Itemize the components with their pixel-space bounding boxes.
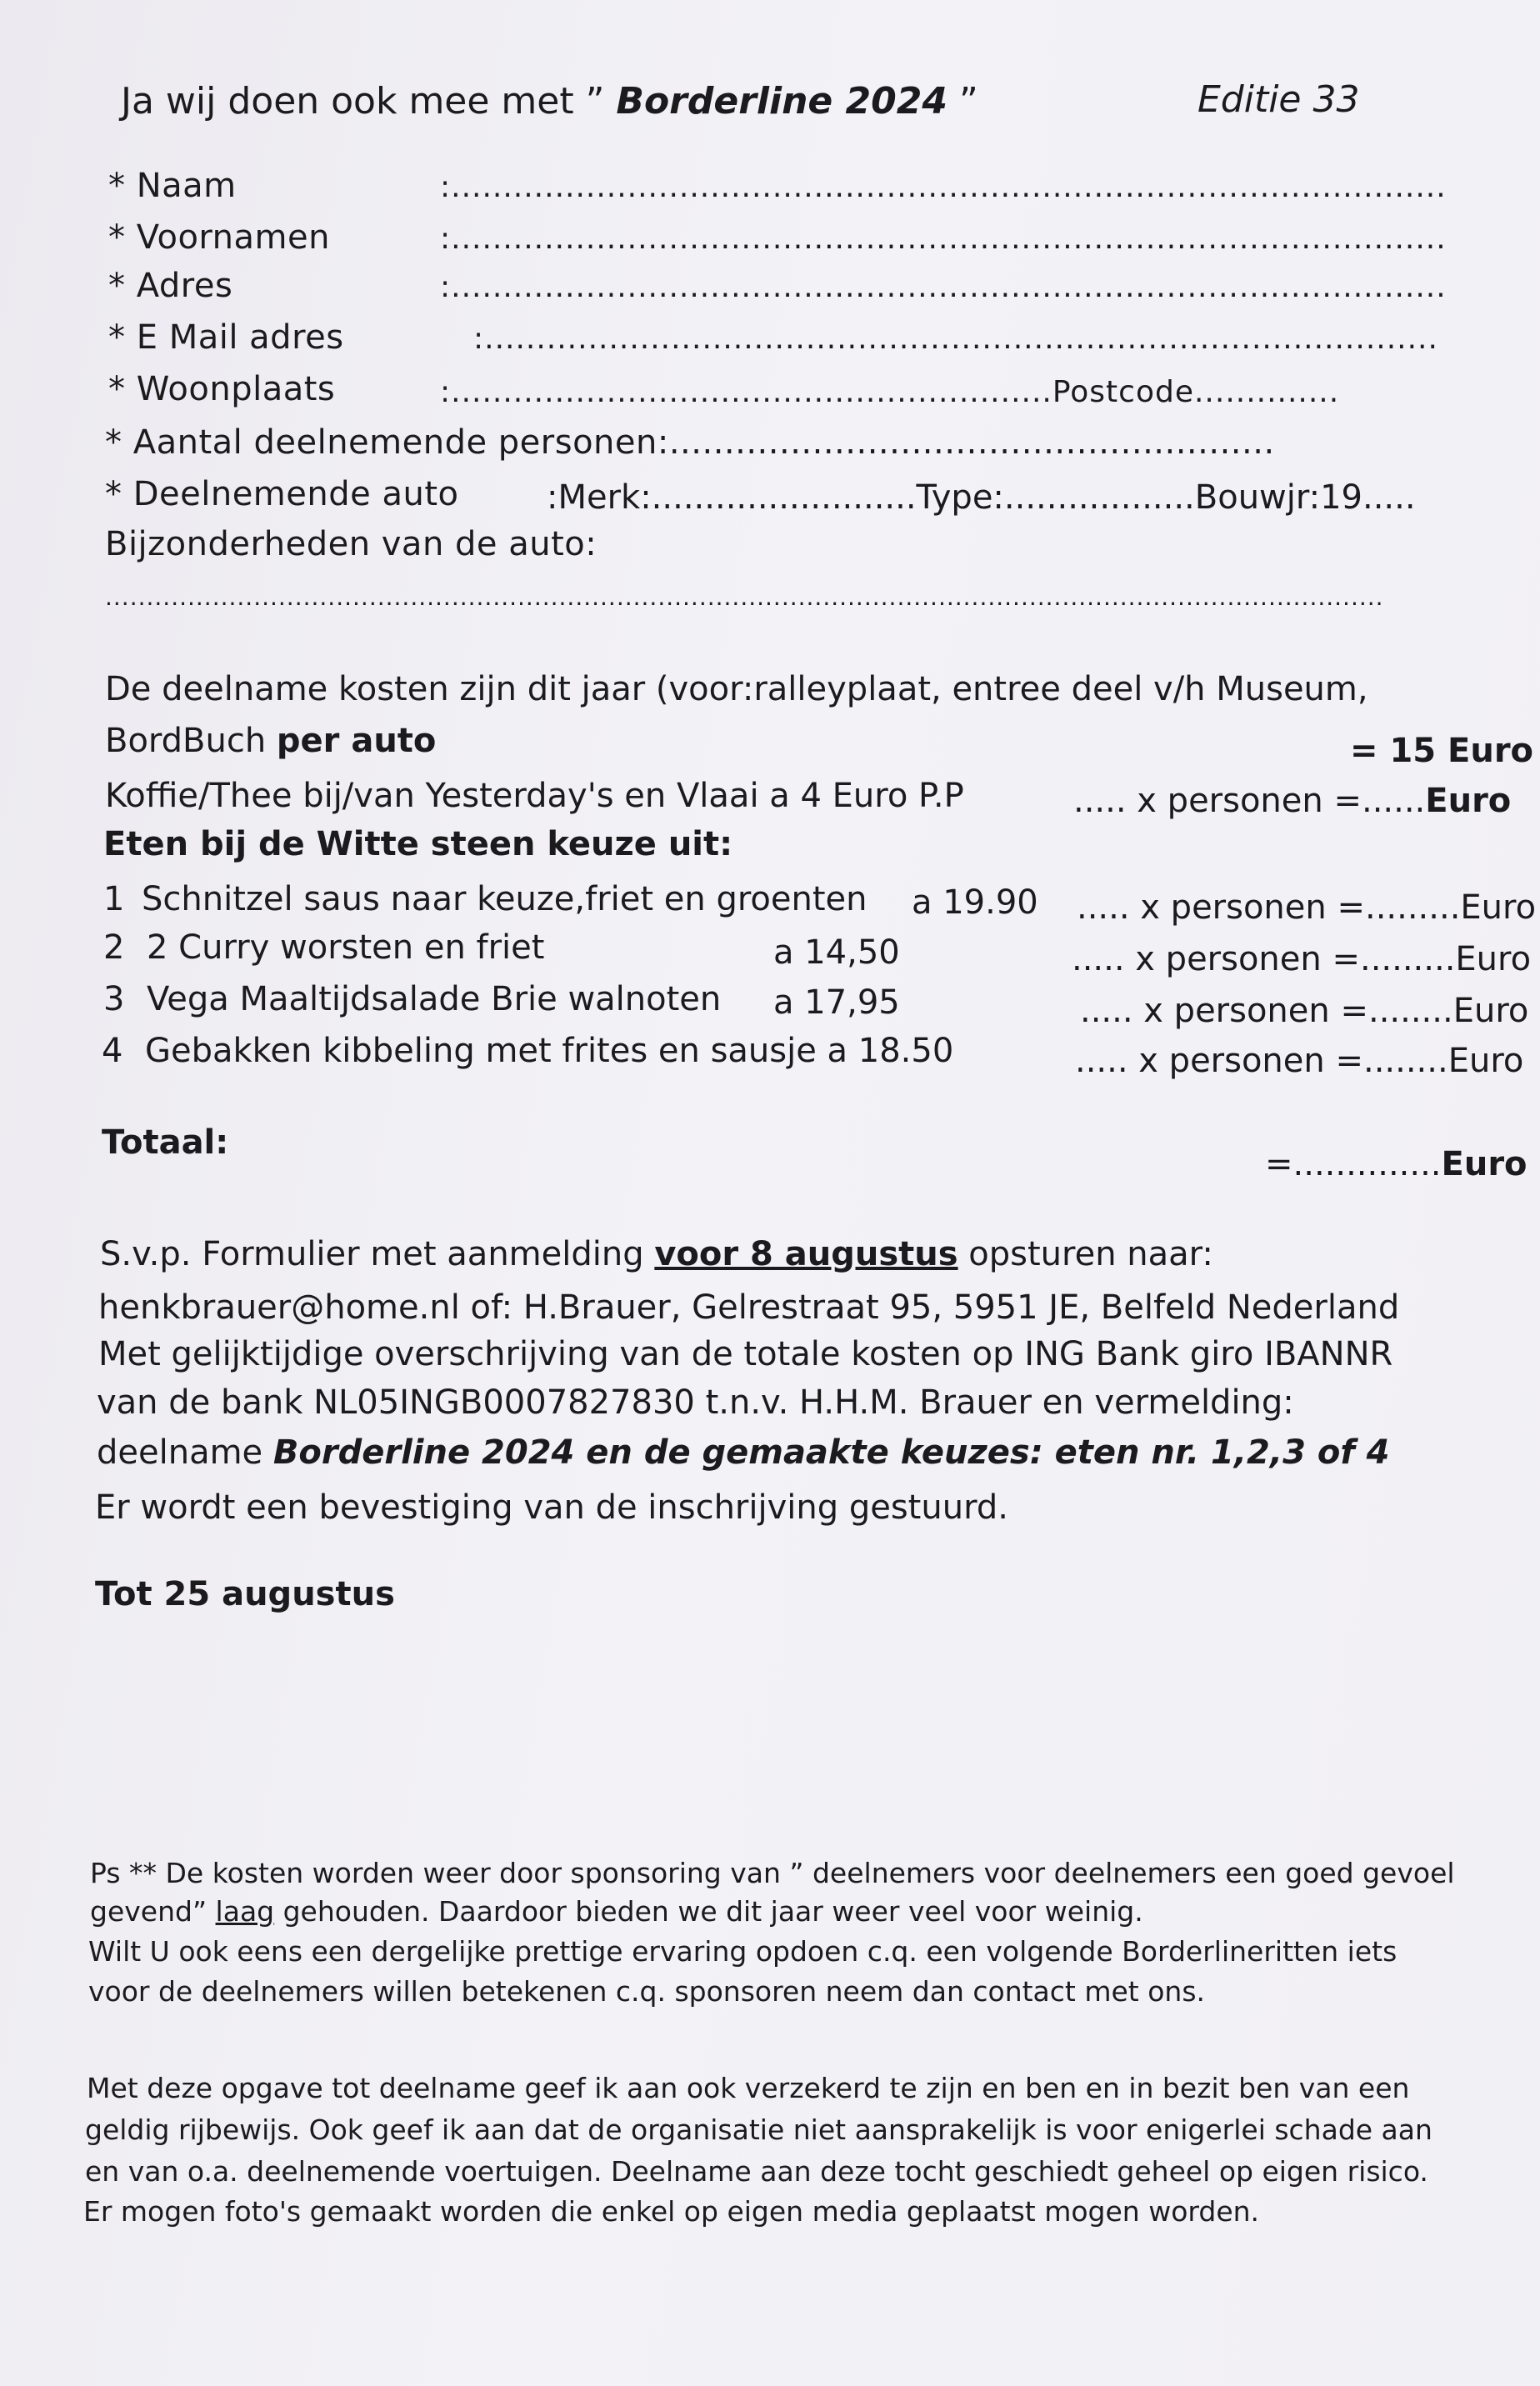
coffee-line: Koffie/Thee bij/van Yesterday's en Vlaai a 4 Euro P.P: [105, 777, 964, 815]
contact-address: henkbrauer@home.nl of: H.Brauer, Gelrestraat 95, 5951 JE, Belfeld Nederland: [98, 1288, 1400, 1327]
disclaimer-line-4: Er mogen foto's gemaakt worden die enkel op eigen media geplaatst mogen worden.: [83, 2195, 1260, 2228]
confirmation-note: Er wordt een bevestiging van de inschrijving gestuurd.: [95, 1488, 1008, 1527]
reference-text: Borderline 2024 en de gemaakte keuzes: eten nr. 1,2,3 of 4: [272, 1433, 1390, 1472]
deadline: voor 8 augustus: [654, 1235, 958, 1273]
total-label: Totaal:: [102, 1123, 229, 1162]
car-particulars-label: Bijzonderheden van de auto:: [105, 525, 598, 563]
total-field[interactable]: =..............: [1265, 1145, 1442, 1183]
event-name: Borderline 2024: [616, 80, 948, 123]
ps-line-1: Ps ** De kosten worden weer door sponsoring van ” deelnemers voor deelnemers een goed gevoel: [90, 1857, 1455, 1889]
costs-per-car: per auto: [276, 722, 437, 760]
closing-date: Tot 25 augustus: [95, 1575, 395, 1613]
ps-line-2: [90, 1895, 1143, 1928]
form-title: [121, 80, 978, 123]
disclaimer-line-2: geldig rijbewijs. Ook geef ik aan dat de organisatie niet aansprakelijk is voor enigerlei schade aan: [85, 2113, 1432, 2146]
ps-line-4: voor de deelnemers willen betekenen c.q. sponsoren neem dan contact met ons.: [88, 1975, 1206, 2008]
meal-2-desc: 2 Curry worsten en friet: [147, 928, 545, 967]
coffee-euro: Euro: [1425, 782, 1512, 820]
field-naam-label: * Naam: [108, 167, 237, 205]
meal-1-nr: 1: [103, 880, 125, 918]
food-heading: Eten bij de Witte steen keuze uit:: [103, 825, 733, 863]
edition-label: Editie 33: [1198, 78, 1360, 121]
meal-3-nr: 3: [103, 980, 125, 1018]
field-woonplaats-label: * Woonplaats: [108, 370, 336, 408]
field-adres-label: * Adres: [108, 267, 233, 305]
meal-3-calc[interactable]: ..... x personen =........Euro: [1080, 992, 1529, 1030]
instructions-send-text: S.v.p. Formulier met aanmelding: [100, 1235, 644, 1273]
costs-bordbuch: BordBuch: [105, 722, 267, 760]
per-car-price: = 15 Euro: [1350, 732, 1534, 770]
ps-laag: laag: [215, 1895, 275, 1928]
title-close-quote: ”: [959, 80, 978, 123]
payment-iban-line: van de bank NL05INGB0007827830 t.n.v. H.H.M. Brauer en vermelding:: [97, 1383, 1294, 1422]
car-particulars-line[interactable]: ...........................................................................................................................................................: [105, 583, 1384, 611]
field-car-label: * Deelnemende auto: [105, 475, 459, 513]
ps-gevend: gevend”: [90, 1895, 208, 1928]
instructions-send-to: opsturen naar:: [968, 1235, 1213, 1273]
title-intro: Ja wij doen ook mee met ”: [121, 80, 605, 123]
disclaimer-line-1: Met deze opgave tot deelname geef ik aan ook verzekerd te zijn en ben en in bezit ben van een: [87, 2072, 1410, 2104]
coffee-calc: [1073, 782, 1511, 820]
field-adres-line[interactable]: :................................................................................................: [440, 270, 1447, 304]
meal-3-price: a 17,95: [773, 983, 900, 1022]
field-email-line[interactable]: :............................................................................................: [473, 322, 1438, 356]
field-voornamen-line[interactable]: :................................................................................................: [440, 222, 1447, 256]
payment-reference-line: [97, 1433, 1389, 1472]
meal-1-calc[interactable]: ..... x personen =.........Euro: [1077, 888, 1537, 927]
payment-line-1: Met gelijktijdige overschrijving van de totale kosten op ING Bank giro IBANNR: [98, 1335, 1393, 1373]
field-email-label: * E Mail adres: [108, 318, 344, 357]
total-calc: [1265, 1145, 1528, 1183]
disclaimer-line-3: en van o.a. deelnemende voertuigen. Deelname aan deze tocht geschiedt geheel op eigen risico.: [85, 2155, 1428, 2188]
meal-2-nr: 2: [103, 928, 125, 967]
field-voornamen-label: * Voornamen: [108, 218, 330, 257]
ps-gehouden: gehouden. Daardoor bieden we dit jaar weer veel voor weinig.: [282, 1895, 1143, 1928]
costs-bordbuch-line: [105, 722, 436, 760]
meal-4-nr: 4: [102, 1032, 123, 1070]
meal-1-price: a 19.90: [912, 883, 1038, 922]
coffee-persons-field[interactable]: ..... x personen =......: [1073, 782, 1426, 820]
ps-line-3: Wilt U ook eens een dergelijke prettige ervaring opdoen c.q. een volgende Borderlineritten iets: [88, 1935, 1398, 1968]
reference-deelname: deelname: [97, 1433, 263, 1472]
field-naam-line[interactable]: :................................................................................................: [440, 170, 1447, 204]
total-euro: Euro: [1441, 1145, 1528, 1183]
field-car-details-line[interactable]: :Merk:.........................Type:..................Bouwjr:19.....: [547, 478, 1416, 517]
costs-intro-line: De deelname kosten zijn dit jaar (voor:ralleyplaat, entree deel v/h Museum,: [105, 670, 1368, 708]
field-woonplaats-postcode-line[interactable]: :..........................................................Postcode..............: [440, 375, 1340, 409]
meal-1-desc: Schnitzel saus naar keuze,friet en groenten: [142, 880, 868, 918]
meal-4-calc[interactable]: ..... x personen =........Euro: [1075, 1042, 1524, 1080]
meal-4-desc: Gebakken kibbeling met frites en sausje a 18.50: [145, 1032, 954, 1070]
meal-3-desc: Vega Maaltijdsalade Brie walnoten: [147, 980, 722, 1018]
instructions-line-1: [100, 1235, 1213, 1273]
meal-2-calc[interactable]: ..... x personen =.........Euro: [1072, 940, 1532, 978]
meal-2-price: a 14,50: [773, 933, 900, 972]
field-persons[interactable]: * Aantal deelnemende personen:.......................................................: [105, 423, 1275, 462]
